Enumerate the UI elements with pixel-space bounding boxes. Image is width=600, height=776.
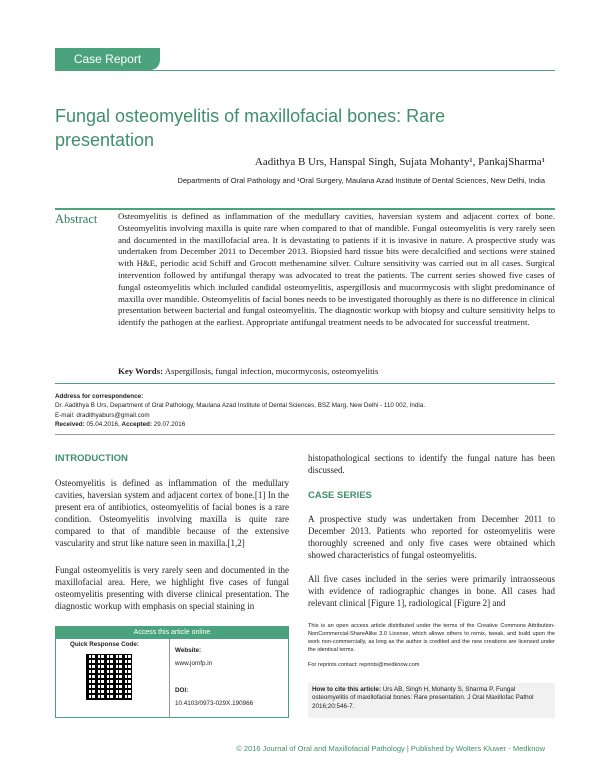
intro-paragraph-2: Fungal osteomyelitis is very rarely seen and documented in the maxillofacial area. Here, we highlight five cases of fungal osteomyelitis presenting with diverse clinical presentation. The diagnostic workup with emphasis on special staining in — [55, 565, 289, 611]
received-date: 05.04.2016, — [86, 420, 120, 428]
correspondence-label: Address for correspondence: — [55, 393, 144, 400]
reprints-contact: For reprints contact: reprints@medknow.com — [308, 662, 420, 668]
case-series-heading: CASE SERIES — [308, 490, 372, 501]
abstract-rule-bottom — [55, 383, 555, 384]
qr-code[interactable] — [86, 654, 132, 700]
doi-label: DOI: — [175, 687, 189, 694]
case-series-paragraph-1: A prospective study was undertaken from December 2011 to December 2013. Patients who reported for osteomyelitis were thoroughly screened and only five cases were obtained which showed characteristics of fungal osteomyelitis. — [308, 514, 555, 560]
correspondence-address: Dr. Aadithya B Urs, Department of Oral Pathology, Maulana Azad Institute of Dental Sciences, BSZ Marg, New Delhi - 110 002, India. — [55, 402, 426, 410]
keywords-label: Key Words: — [118, 366, 164, 376]
access-bar: Access this article online — [56, 627, 288, 639]
journal-footer: © 2016 Journal of Oral and Maxillofacial Pathology | Published by Wolters Kluwer - Medknow — [236, 744, 545, 753]
license-notice — [308, 622, 555, 669]
received-label: Received: — [55, 420, 85, 428]
correspondence-rule — [55, 434, 555, 435]
website-label: Website: — [175, 647, 202, 654]
abstract-label: Abstract — [55, 212, 98, 226]
cite-label: How to cite this article: — [312, 686, 381, 693]
citation-box — [308, 683, 555, 718]
accepted-label: Accepted: — [121, 420, 152, 428]
intro-paragraph-3: histopathological sections to identify the fungal nature has been discussed. — [308, 453, 555, 475]
author-list: Aadithya B Urs, Hanspal Singh, Sujata Mohanty¹, PankajSharma¹ — [254, 156, 545, 168]
keywords — [118, 366, 555, 376]
access-article-box — [55, 626, 289, 718]
qr-label: Quick Response Code: — [70, 641, 139, 648]
license-text: This is an open access article distributed under the terms of the Creative Commons Attribution-NonCommercial-ShareAlike 3.0 License, which allows others to remix, tweak, and build upon the work non-commercially, as long as the author is credited and the new creations are licensed under the identical terms. — [308, 623, 555, 653]
affiliation: Departments of Oral Pathology and ¹Oral Surgery, Maulana Azad Institute of Dental Sciences, New Delhi, India — [177, 176, 545, 185]
doi-link[interactable]: 10.4103/0973-029X.190966 — [175, 700, 254, 707]
access-divider — [169, 639, 170, 717]
case-report-tab: Case Report — [55, 48, 160, 70]
intro-heading: INTRODUCTION — [55, 453, 128, 464]
case-series-paragraph-2: All five cases included in the series were primarily intraosseous with evidence of radiographic changes in bone. All cases had relevant clinical [Figure 1], radiological [Figure 2] and — [308, 574, 555, 608]
abstract-rule-top — [55, 208, 555, 210]
article-title: Fungal osteomyelitis of maxillofacial bones: Rare presentation — [55, 106, 446, 150]
correspondence-block — [55, 392, 555, 429]
website-link[interactable]: www.jomfp.in — [175, 660, 213, 667]
cite-text: Urs AB, Singh H, Mohanty S, Sharma P. Fungal osteomyelitis of maxillofacial bones: Rare presentation. J Oral Maxillofac Pathol 2016;20:546-7. — [312, 686, 534, 710]
correspondence-email: E-mail: dradithyaburs@gmail.com — [55, 411, 150, 419]
header-rule — [55, 70, 555, 71]
keywords-list: Aspergillosis, fungal infection, mucormycosis, osteomyelitis — [164, 366, 379, 376]
abstract-text: Osteomyelitis is defined as inflammation of the medullary cavities, haversian system and adjacent cortex of bone. Osteomyelitis involving maxilla is quite rare when compared to that of mandible. Fungal osteomyelitis is very rarely seen and documented in the maxillofacial area. It is devastating to patients if it is invasive in nature. A prospective study was undertaken from December 2011 to December 2013. Biopsied hard tissue bits were decalcified and sections were stained with H&E, periodic acid Schiff and Grocott methenamine silver. Culture sensitivity was carried out in all cases. Surgical intervention followed by antifungal therapy was advocated to treat the patients. The current series showed five cases of fungal osteomyelitis which included candidal osteomyelitis, aspergillosis and mucormycosis with slight predominance of maxilla over mandible. Osteomyelitis of facial bones needs to be investigated thoroughly as there is no difference in clinical presentation between bacterial and fungal osteomyelitis. The diagnostic workup with biopsy and culture sensitivity helps to identify the pathogen at the earliest. Appropriate antifungal treatment needs to be advocated for successful treatment. — [118, 211, 555, 328]
accepted-date: 29.07.2016 — [153, 420, 186, 428]
intro-paragraph-1: Osteomyelitis is defined as inflammation of the medullary cavities, haversian system and adjacent cortex of bone.[1] In the present era of antibiotics, osteomyelitis of facial bones is a rare condition. Osteomyelitis involving maxilla is quite rare compared to that of mandible because of the extensive vascularity and strut like nature seen in maxilla.[1,2] — [55, 478, 289, 548]
